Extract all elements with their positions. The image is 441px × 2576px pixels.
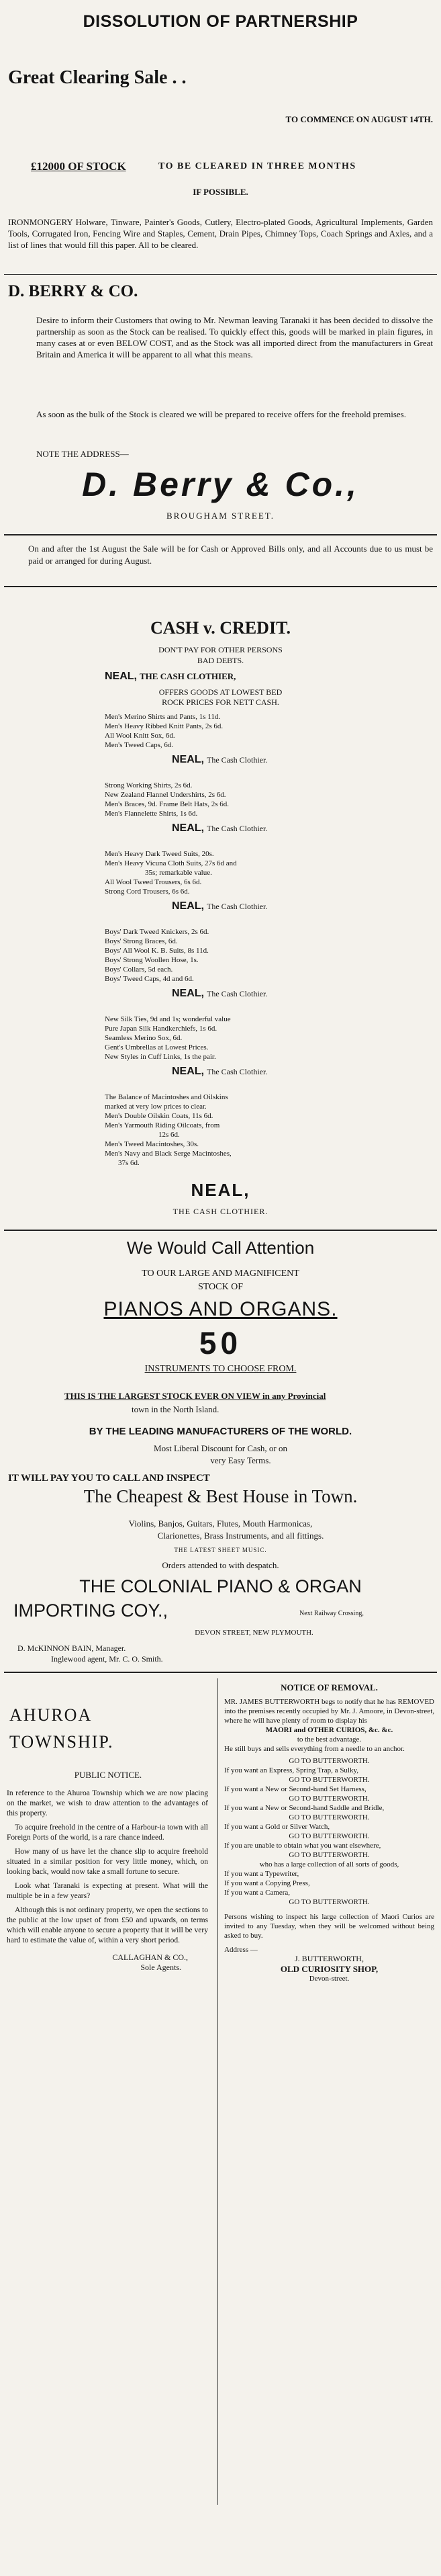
removal-para: MR. JAMES BUTTERWORTH begs to notify that he has REMOVED into the premises recently occupied by Mr. J. Amoore, in Devon-street, where he will have plenty of room to display his	[224, 1698, 434, 1725]
freehold-notice: As soon as the bulk of the Stock is cleared we will be prepared to receive offers for the freehold premises.	[36, 409, 406, 419]
goto-line: GO TO BUTTERWORTH.	[289, 1776, 370, 1784]
offers-line2: ROCK PRICES FOR NETT CASH.	[162, 697, 279, 707]
firm-name: D. BERRY & CO.	[8, 282, 138, 300]
price-line: New Zealand Flannel Undershirts, 2s 6d.	[105, 791, 226, 799]
neal-name: NEAL,	[172, 900, 204, 912]
neal-clothier: THE CASH CLOTHIER,	[140, 671, 236, 681]
tag-text: The Cash Clothier.	[207, 755, 268, 765]
divider	[4, 586, 437, 587]
ahuroa-para: How many of us have let the chance slip to acquire freehold situated in a similar position for very little money, which, on looking back, would now take a small fortune to secure.	[7, 1848, 208, 1876]
advantage-line: to the best advantage.	[297, 1735, 362, 1744]
price-line: Boys' Strong Woollen Hose, 1s.	[105, 956, 199, 964]
easy-terms: very Easy Terms.	[210, 1455, 271, 1465]
price-line: The Balance of Macintoshes and Oilskins	[105, 1093, 228, 1101]
tag-text: The Cash Clothier.	[207, 1067, 268, 1076]
goto-line: GO TO BUTTERWORTH.	[289, 1832, 370, 1840]
divider	[4, 274, 437, 275]
butterworth-advert	[222, 1678, 437, 2565]
fifty-number: 50	[199, 1326, 242, 1361]
price-line: marked at very low prices to clear.	[105, 1103, 207, 1111]
price-line: Men's Flannelette Shirts, 1s 6d.	[105, 810, 198, 818]
address-label: Address —	[224, 1946, 258, 1954]
price-group-3	[105, 849, 237, 896]
curios-line: MAORI and OTHER CURIOS, &c. &c.	[265, 1726, 393, 1734]
price-line: Men's Tweed Macintoshes, 30s.	[105, 1140, 199, 1148]
curiosity-shop: OLD CURIOSITY SHOP,	[280, 1964, 379, 1974]
want-line: If you want a Typewriter,	[224, 1870, 299, 1878]
neal-name: NEAL,	[172, 754, 204, 765]
price-line: Men's Yarmouth Riding Oilcoats, from	[105, 1121, 220, 1129]
tag-text: The Cash Clothier.	[207, 989, 268, 998]
price-line: All Wool Tweed Trousers, 6s 6d.	[105, 878, 202, 886]
street-name: BROUGHAM STREET.	[166, 511, 275, 521]
company-line2: IMPORTING COY.,	[13, 1600, 168, 1621]
terms-notice: On and after the 1st August the Sale will be for Cash or Approved Bills only, and all Accounts due to us must be paid or arranged for during August.	[28, 544, 433, 566]
price-line: 35s; remarkable value.	[145, 869, 212, 877]
price-line: 37s 6d.	[118, 1159, 140, 1167]
price-line: Strong Cord Trousers, 6s 6d.	[105, 888, 190, 896]
goto-line: GO TO BUTTERWORTH.	[289, 1813, 370, 1821]
orders-line: Orders attended to with despatch.	[162, 1560, 279, 1570]
price-line: Men's Tweed Caps, 6d.	[105, 741, 174, 749]
price-line: Boys' Tweed Caps, 4d and 6d.	[105, 975, 194, 983]
township-title: TOWNSHIP.	[9, 1732, 114, 1752]
price-line: Boys' All Wool K. B. Suits, 8s 11d.	[105, 947, 209, 955]
ahuroa-advert	[4, 1678, 212, 2565]
neal-tag	[172, 1066, 267, 1078]
want-line: If you want a New or Second-hand Saddle and Bridle,	[224, 1804, 385, 1812]
neal-name: NEAL,	[172, 822, 204, 834]
ahuroa-para: To acquire freehold in the centre of a Harbour-ia town with all Foreign Ports of the world, is a rare chance indeed.	[7, 1823, 208, 1842]
makers-line: BY THE LEADING MANUFACTURERS OF THE WORLD.	[89, 1426, 352, 1437]
sheet-music: THE LATEST SHEET MUSIC.	[174, 1547, 267, 1553]
north-island: town in the North Island.	[132, 1404, 219, 1414]
ahuroa-title: AHUROA	[9, 1705, 93, 1725]
ahuroa-para: Although this is not ordinary property, we open the sections to the public at the low upset of from £50 and upwards, on terms which will enable anyone to secure a property that it will be very hard to estimate the value of, within a very short period.	[7, 1906, 208, 1944]
want-line: If you want a Copying Press,	[224, 1879, 310, 1887]
tag-text: The Cash Clothier.	[207, 824, 268, 833]
want-line: who has a large collection of all sorts of goods,	[259, 1860, 399, 1869]
neal-name: NEAL,	[172, 988, 204, 999]
price-line: All Wool Knitt Sox, 6d.	[105, 732, 175, 740]
price-line: Boys' Strong Braces, 6d.	[105, 937, 178, 945]
price-group-4	[105, 927, 209, 984]
stock-of: STOCK OF	[197, 1282, 244, 1292]
commence-date: TO COMMENCE ON AUGUST 14TH.	[285, 114, 433, 124]
devon-street-line: Devon-street.	[309, 1975, 350, 1983]
offers-line1: OFFERS GOODS AT LOWEST BED	[158, 687, 283, 697]
cheapest-line: The Cheapest & Best House in Town.	[83, 1486, 358, 1506]
railway-crossing: Next Railway Crossing,	[299, 1610, 364, 1617]
sole-agents: Sole Agents.	[140, 1963, 181, 1972]
to-our: TO OUR LARGE AND MAGNIFICENT	[142, 1269, 299, 1279]
stock-clear: TO BE CLEARED IN THREE MONTHS	[158, 161, 356, 171]
company-line1: THE COLONIAL PIANO & ORGAN	[79, 1576, 362, 1596]
dissolution-title: DISSOLUTION OF PARTNERSHIP	[83, 12, 358, 31]
butterworth-name: J. BUTTERWORTH,	[295, 1954, 364, 1963]
price-line: Gent's Umbrellas at Lowest Prices.	[105, 1043, 209, 1051]
price-line: Men's Heavy Ribbed Knitt Pants, 2s 6d.	[105, 722, 224, 730]
butterworth-body	[224, 1697, 434, 1983]
price-line: New Silk Ties, 9d and 1s; wonderful value	[105, 1015, 231, 1023]
column-divider	[217, 1678, 218, 2505]
cash-sub2: BAD DEBTS.	[197, 656, 244, 665]
goto-line: GO TO BUTTERWORTH.	[289, 1795, 370, 1803]
ahuroa-para: Look what Taranaki is expecting at present. What will the multiple be in a few years?	[7, 1882, 208, 1900]
neal-tag	[172, 900, 267, 912]
price-line: Strong Working Shirts, 2s 6d.	[105, 781, 193, 789]
sale-heading: Great Clearing Sale . .	[8, 67, 187, 88]
price-line: Boys' Collars, 5d each.	[105, 965, 173, 974]
price-line: Men's Navy and Black Serge Macintoshes,	[105, 1150, 232, 1158]
address-note: NOTE THE ADDRESS—	[36, 449, 129, 459]
removal-title: NOTICE OF REMOVAL.	[281, 1682, 378, 1692]
pianos-heading: PIANOS AND ORGANS.	[103, 1298, 338, 1320]
goods-list: IRONMONGERY Holware, Tinware, Painter's Goods, Cutlery, Electro-plated Goods, Agricultural Implements, Garden Tools, Corrugated Iron, Fencing Wire and Staples, Cement, Drain Pipes, Chimney Tops, Coach Springs and Axles, and a list of lines that would fill this paper. All to be cleared.	[8, 217, 433, 250]
goto-line: GO TO BUTTERWORTH.	[289, 1851, 370, 1859]
price-line: Men's Heavy Dark Tweed Suits, 20s.	[105, 850, 214, 858]
dissolution-notice: Desire to inform their Customers that owing to Mr. Newman leaving Taranaki it has been decided to dissolve the partnership as soon as the Stock can be realised. To quickly effect this, goods will be marked in plain figures, in many cases at or even BELOW COST, and as the Stock was all imported direct from the manufacturers in Great Britain and America it will be apparent to all what this means.	[36, 315, 433, 359]
neal-tag	[172, 988, 267, 1000]
violins-line: Violins, Banjos, Guitars, Flutes, Mouth Harmonicas,	[128, 1518, 313, 1529]
divider	[4, 1672, 437, 1673]
tag-text: The Cash Clothier.	[207, 902, 268, 911]
attention-heading: We Would Call Attention	[126, 1238, 315, 1258]
clarionettes-line: Clarionettes, Brass Instruments, and all fittings.	[157, 1531, 324, 1541]
want-line: If you are unable to obtain what you want elsewhere,	[224, 1842, 381, 1850]
price-line: Seamless Merino Sox, 6d.	[105, 1034, 183, 1042]
cash-title: CASH v. CREDIT.	[150, 618, 291, 638]
goto-line: GO TO BUTTERWORTH.	[289, 1757, 370, 1765]
cash-sub1: DON'T PAY FOR OTHER PERSONS	[158, 645, 283, 654]
callaghan: CALLAGHAN & CO.,	[112, 1952, 188, 1962]
ahuroa-para: In reference to the Ahuroa Township which we are now placing on the market, we wish to draw attention to the advantages of this property.	[7, 1789, 208, 1817]
stock-amount: £12000 OF STOCK	[31, 160, 126, 173]
ahuroa-body	[7, 1789, 208, 1973]
price-line: New Styles in Cuff Links, 1s the pair.	[105, 1053, 216, 1061]
want-line: If you want a Gold or Silver Watch,	[224, 1823, 330, 1831]
instruments-line: INSTRUMENTS TO CHOOSE FROM.	[144, 1364, 297, 1374]
want-line: If you want a Camera,	[224, 1889, 291, 1897]
discount-line: Most Liberal Discount for Cash, or on	[154, 1443, 287, 1453]
manager-line: D. McKINNON BAIN, Manager.	[17, 1643, 126, 1653]
neal-name: NEAL,	[105, 671, 137, 682]
neal-footer-clothier: THE CASH CLOTHIER.	[173, 1207, 268, 1216]
price-line: Men's Double Oilskin Coats, 11s 6d.	[105, 1112, 213, 1120]
price-group-6	[105, 1092, 232, 1168]
agent-line: Inglewood agent, Mr. C. O. Smith.	[51, 1654, 163, 1664]
price-line: Boys' Dark Tweed Knickers, 2s 6d.	[105, 928, 209, 936]
price-line: 12s 6d.	[158, 1131, 180, 1139]
want-line: If you want a New or Second-hand Set Harness,	[224, 1785, 366, 1793]
berry-logo: D. Berry & Co.,	[82, 466, 359, 503]
neal-tag	[172, 754, 267, 766]
pay-line: IT WILL PAY YOU TO CALL AND INSPECT	[8, 1473, 210, 1484]
want-line: If you want an Express, Spring Trap, a Sulky,	[224, 1766, 359, 1774]
divider	[4, 534, 437, 535]
devon-street: DEVON STREET, NEW PLYMOUTH.	[195, 1629, 313, 1637]
price-group-2	[105, 781, 229, 818]
stock-possible: IF POSSIBLE.	[193, 187, 248, 197]
largest-line: THIS IS THE LARGEST STOCK EVER ON VIEW in any Provincial	[64, 1391, 326, 1401]
price-line: Men's Merino Shirts and Pants, 1s 11d.	[105, 713, 221, 721]
price-line: Men's Braces, 9d. Frame Belt Hats, 2s 6d.	[105, 800, 229, 808]
inspect-para: Persons wishing to inspect his large collection of Maori Curios are invited to any Tuesday, when they will be welcomed without being asked to buy.	[224, 1913, 434, 1940]
neal-name: NEAL,	[172, 1066, 204, 1077]
price-group-5	[105, 1015, 231, 1062]
price-group-1	[105, 712, 223, 750]
goto-line: GO TO BUTTERWORTH.	[289, 1898, 370, 1906]
public-notice: PUBLIC NOTICE.	[74, 1770, 142, 1780]
price-line: Pure Japan Silk Handkerchiefs, 1s 6d.	[105, 1025, 217, 1033]
price-line: Men's Heavy Vicuna Cloth Suits, 27s 6d and	[105, 859, 237, 867]
neal-heading	[105, 671, 236, 683]
needle-line: He still buys and sells everything from a needle to an anchor.	[224, 1745, 405, 1753]
neal-footer: NEAL,	[191, 1180, 250, 1200]
neal-tag	[172, 822, 267, 834]
